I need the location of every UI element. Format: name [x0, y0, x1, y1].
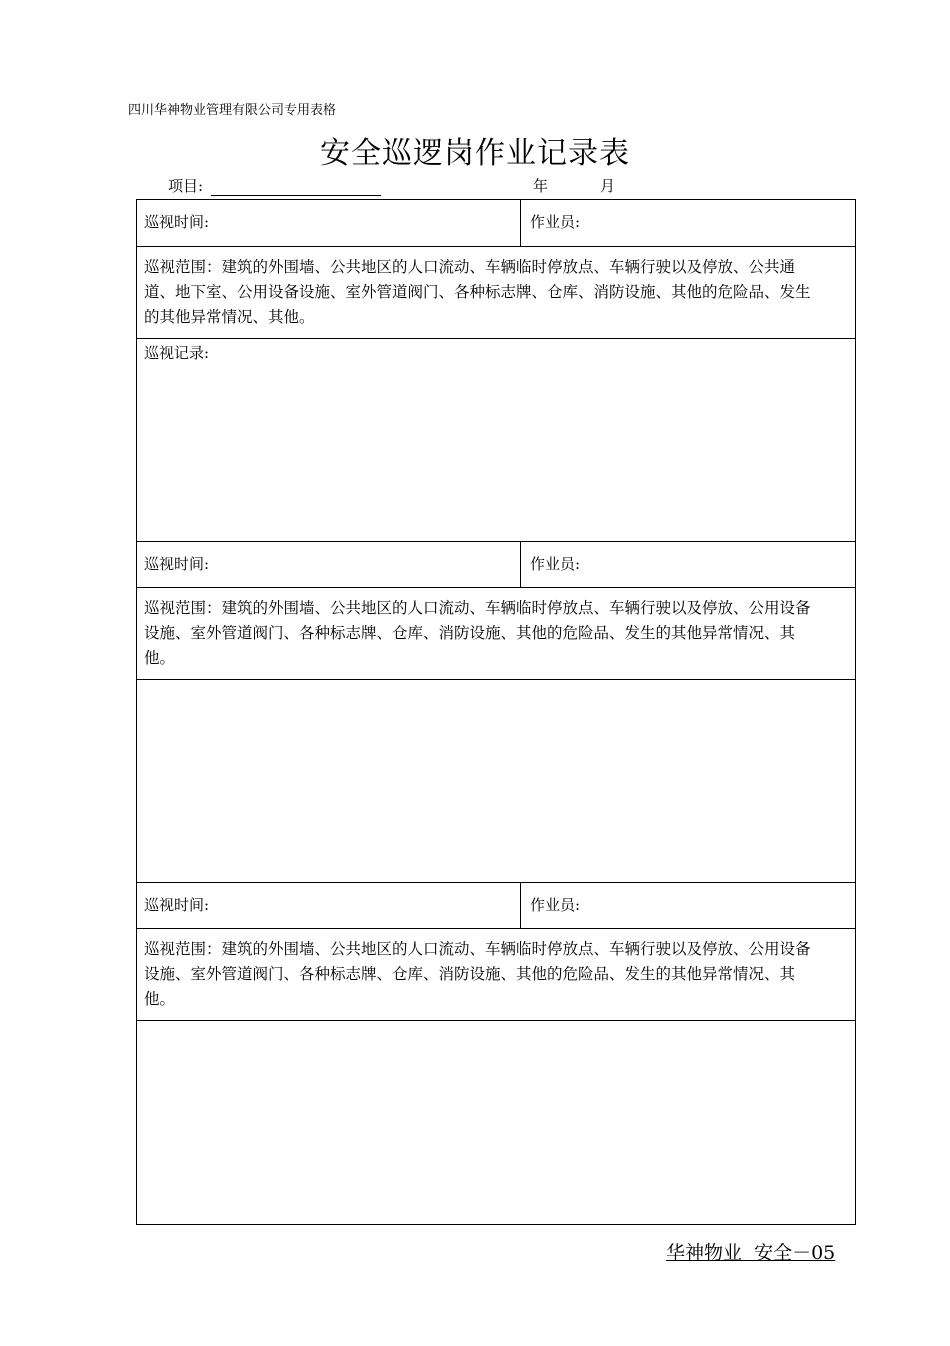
operator-cell-3[interactable]: 作业员: — [530, 896, 581, 914]
form-code-footer: 华神物业 安全－05 — [666, 1242, 836, 1264]
patrol-time-cell-3[interactable]: 巡视时间: — [137, 883, 521, 928]
project-input-line[interactable] — [211, 179, 381, 196]
patrol-record-cell-1[interactable] — [137, 338, 855, 541]
patrol-scope-3: 巡视范围：建筑的外围墙、公共地区的人口流动、车辆临时停放点、车辆行驶以及停放、公用设备设施、室外管道阀门、各种标志牌、仓库、消防设施、其他的危险品、发生的其他异常情况、其他。 — [137, 928, 855, 1020]
patrol-time-cell-2[interactable]: 巡视时间: — [137, 542, 521, 587]
patrol-record-table — [136, 199, 856, 1225]
company-name: 四川华神物业管理有限公司专用表格 — [128, 103, 337, 118]
patrol-scope-1: 巡视范围：建筑的外围墙、公共地区的人口流动、车辆临时停放点、车辆行驶以及停放、公共通道、地下室、公用设备设施、室外管道阀门、各种标志牌、仓库、消防设施、其他的危险品、发生的其他异常情况、其他。 — [137, 246, 855, 338]
patrol-header-row-3 — [137, 882, 855, 928]
patrol-header-row-2 — [137, 541, 855, 587]
patrol-record-cell-2[interactable] — [137, 679, 855, 882]
patrol-record-cell-3[interactable] — [137, 1020, 855, 1224]
patrol-scope-2: 巡视范围：建筑的外围墙、公共地区的人口流动、车辆临时停放点、车辆行驶以及停放、公用设备设施、室外管道阀门、各种标志牌、仓库、消防设施、其他的危险品、发生的其他异常情况、其他。 — [137, 587, 855, 679]
project-field — [168, 175, 381, 196]
month-label: 月 — [600, 177, 616, 195]
year-label: 年 — [533, 177, 549, 195]
project-label: 项目: — [168, 177, 204, 195]
patrol-record-label-1: 巡视记录: — [144, 344, 210, 362]
form-title: 安全巡逻岗作业记录表 — [320, 136, 630, 171]
patrol-header-row-1 — [137, 200, 855, 246]
patrol-time-cell-1[interactable]: 巡视时间: — [137, 200, 521, 246]
operator-cell-1[interactable]: 作业员: — [530, 213, 581, 231]
operator-cell-2[interactable]: 作业员: — [530, 555, 581, 573]
